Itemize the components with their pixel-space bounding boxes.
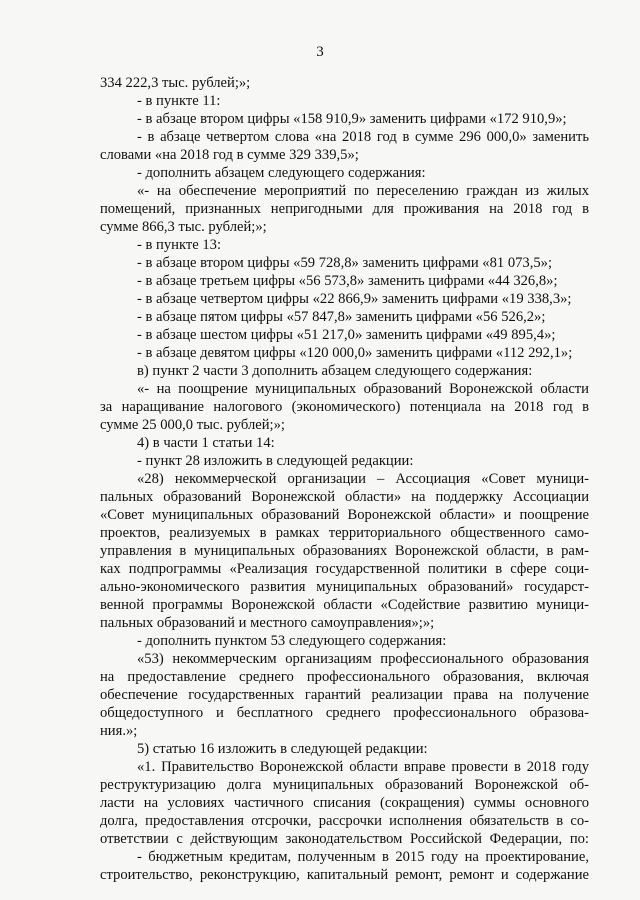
text-line: - в пункте 11: [137, 93, 221, 109]
text-line: долга, предоставления отсрочки, рассрочки исполнения обязательств в со- [100, 813, 589, 829]
text-line: - в абзаце втором цифры «158 910,9» заменить цифрами «172 910,9»; [137, 111, 567, 127]
text-line: «28) некоммерческой организации – Ассоциация «Совет муници- [137, 471, 589, 487]
page-number: 3 [316, 44, 324, 60]
text-line: сумме 25 000,0 тыс. рублей;»; [100, 417, 285, 433]
text-line: - в абзаце четвертом цифры «22 866,9» заменить цифрами «19 338,3»; [137, 291, 572, 307]
text-line: - пункт 28 изложить в следующей редакции: [137, 453, 414, 469]
text-line: «- на обеспечение мероприятий по переселению граждан из жилых [137, 183, 589, 199]
text-line: строительство, реконструкцию, капитальный ремонт, ремонт и содержание [100, 867, 589, 883]
text-line: - в абзаце четвертом слова «на 2018 год в сумме 296 000,0» заменить [137, 129, 589, 145]
text-line: пальных образований Воронежской области» на поддержку Ассоциации [100, 489, 589, 505]
text-line: «1. Правительство Воронежской области вправе провести в 2018 году [137, 759, 589, 775]
text-line: ответствии с действующим законодательством Российской Федерации, по: [100, 831, 589, 847]
text-line: - бюджетным кредитам, полученным в 2015 году на проектирование, [137, 849, 589, 865]
text-line: ния.»; [100, 723, 138, 739]
text-line: за наращивание налогового (экономического) потенциала на 2018 год в [100, 399, 589, 415]
text-line: в) пункт 2 части 3 дополнить абзацем следующего содержания: [137, 363, 533, 379]
text-line: - в абзаце третьем цифры «56 573,8» заменить цифрами «44 326,8»; [137, 273, 558, 289]
text-line: - в абзаце пятом цифры «57 847,8» заменить цифрами «56 526,2»; [137, 309, 546, 325]
text-line: - в абзаце втором цифры «59 728,8» заменить цифрами «81 073,5»; [137, 255, 553, 271]
text-line: 5) статью 16 изложить в следующей редакции: [137, 741, 428, 757]
text-line: - в абзаце шестом цифры «51 217,0» заменить цифрами «49 895,4»; [137, 327, 556, 343]
text-line: «Совет муниципальных образований Воронежской области» и поощрение [100, 507, 589, 523]
text-line: словами «на 2018 год в сумме 329 339,5»; [100, 147, 359, 163]
text-line: ласти на условиях частичного списания (сокращения) суммы основного [100, 795, 589, 811]
text-line: - в пункте 13: [137, 237, 222, 253]
text-line: венной программы Воронежской области «Содействие развитию муници- [100, 597, 589, 613]
text-line: 4) в части 1 статьи 14: [137, 435, 275, 451]
text-line: реструктуризацию долга муниципальных образований Воронежской об- [100, 777, 589, 793]
text-line: проектов, реализуемых в рамках территориального общественного само- [100, 525, 589, 541]
text-line: общедоступного и бесплатного среднего профессионального образова- [100, 705, 589, 721]
text-line: помещений, признанных непригодными для проживания на 2018 год в [100, 201, 589, 217]
text-line: - дополнить пунктом 53 следующего содержания: [137, 633, 447, 649]
text-line: сумме 866,3 тыс. рублей;»; [100, 219, 267, 235]
text-line: «- на поощрение муниципальных образований Воронежской области [137, 381, 589, 397]
text-line: на предоставление среднего профессионального образования, включая [100, 669, 589, 685]
text-line: управления в муниципальных образованиях Воронежской области, в рам- [100, 543, 589, 559]
text-line: ально-экономического развития муниципальных образований» государст- [100, 579, 589, 595]
text-line: 334 222,3 тыс. рублей;»; [100, 75, 251, 91]
text-line: - в абзаце девятом цифры «120 000,0» заменить цифрами «112 292,1»; [137, 345, 573, 361]
text-line: ках подпрограммы «Реализация государственной политики в сфере соци- [100, 561, 589, 577]
text-line: - дополнить абзацем следующего содержания: [137, 165, 426, 181]
text-line: пальных образований и местного самоуправления»;»; [100, 615, 435, 631]
text-line: «53) некоммерческим организациям профессионального образования [137, 651, 589, 667]
text-line: обеспечение государственных гарантий реализации права на получение [100, 687, 589, 703]
